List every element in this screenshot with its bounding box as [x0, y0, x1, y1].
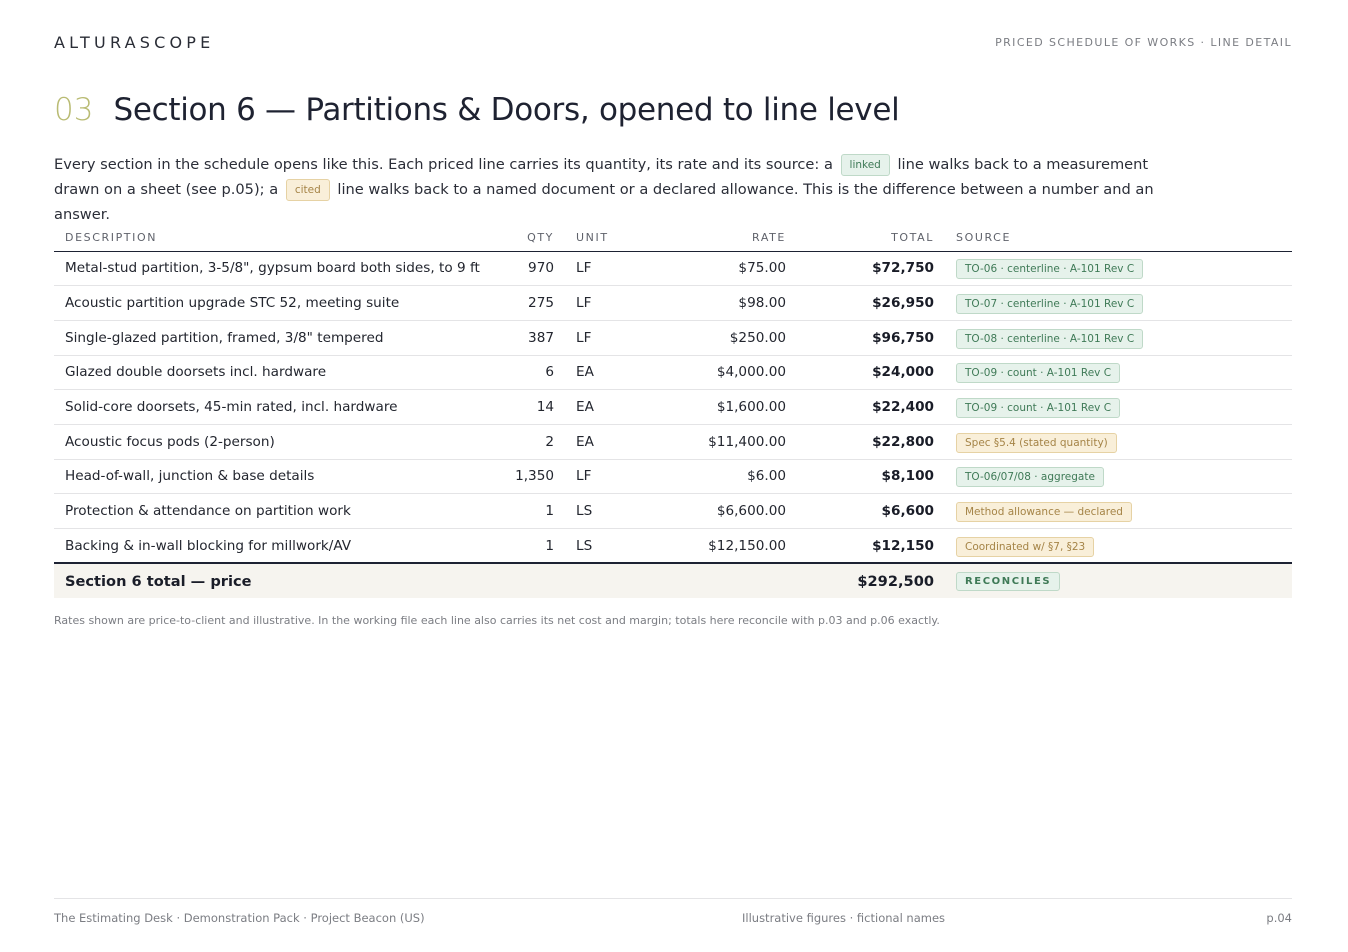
- line-description: Acoustic focus pods (2-person): [54, 424, 498, 459]
- line-total: $96,750: [797, 320, 945, 355]
- line-total: $72,750: [797, 251, 945, 286]
- column-header-total: TOTAL: [797, 224, 945, 251]
- line-description: Single-glazed partition, framed, 3/8" tempered: [54, 320, 498, 355]
- line-total: $24,000: [797, 355, 945, 390]
- source-badge: TO-09 · count · A-101 Rev C: [956, 398, 1120, 418]
- source-badge: TO-09 · count · A-101 Rev C: [956, 363, 1120, 383]
- line-qty: 14: [498, 390, 565, 425]
- line-description: Protection & attendance on partition work: [54, 494, 498, 529]
- line-rate: $75.00: [655, 251, 797, 286]
- section-total-value: $292,500: [797, 563, 945, 598]
- section-heading: [54, 92, 899, 128]
- line-total: $12,150: [797, 529, 945, 564]
- footer-middle: Illustrative figures · fictional names: [742, 911, 946, 925]
- page-number: p.04: [1266, 911, 1292, 925]
- table-row: [54, 390, 1292, 425]
- line-total: $22,400: [797, 390, 945, 425]
- line-unit: EA: [565, 390, 655, 425]
- section-total-row: [54, 563, 1292, 598]
- section-number: 03: [54, 92, 94, 128]
- source-badge: TO-06 · centerline · A-101 Rev C: [956, 259, 1143, 279]
- line-unit: LF: [565, 286, 655, 321]
- line-description: Glazed double doorsets incl. hardware: [54, 355, 498, 390]
- source-badge: Method allowance — declared: [956, 502, 1132, 522]
- table-row: [54, 459, 1292, 494]
- intro-text-1: Every section in the schedule opens like this. Each priced line carries its quantity, its rate and its source: a: [54, 156, 833, 173]
- line-rate: $98.00: [655, 286, 797, 321]
- line-qty: 970: [498, 251, 565, 286]
- table-body: [54, 251, 1292, 563]
- source-badge: TO-08 · centerline · A-101 Rev C: [956, 329, 1143, 349]
- table-header-row: [54, 224, 1292, 251]
- source-badge: Spec §5.4 (stated quantity): [956, 433, 1117, 453]
- source-badge: TO-07 · centerline · A-101 Rev C: [956, 294, 1143, 314]
- line-source: [945, 494, 1292, 529]
- schedule-table: [54, 224, 1292, 598]
- document-kind: PRICED SCHEDULE OF WORKS · LINE DETAIL: [995, 36, 1292, 49]
- column-header-unit: UNIT: [565, 224, 655, 251]
- line-total: $26,950: [797, 286, 945, 321]
- cited-pill: cited: [286, 179, 330, 201]
- line-source: [945, 390, 1292, 425]
- line-description: Head-of-wall, junction & base details: [54, 459, 498, 494]
- table-row: [54, 251, 1292, 286]
- page-footer: [54, 898, 1292, 938]
- line-unit: EA: [565, 424, 655, 459]
- column-header-rate: RATE: [655, 224, 797, 251]
- line-qty: 1: [498, 494, 565, 529]
- line-total: $8,100: [797, 459, 945, 494]
- table-row: [54, 355, 1292, 390]
- brand-logo: ALTURASCOPE: [54, 33, 215, 52]
- line-source: [945, 355, 1292, 390]
- line-description: Solid-core doorsets, 45-min rated, incl. hardware: [54, 390, 498, 425]
- line-source: [945, 459, 1292, 494]
- intro-paragraph: [54, 152, 1154, 227]
- line-rate: $6.00: [655, 459, 797, 494]
- line-source: [945, 286, 1292, 321]
- line-description: Backing & in-wall blocking for millwork/AV: [54, 529, 498, 564]
- line-qty: 2: [498, 424, 565, 459]
- source-badge: TO-06/07/08 · aggregate: [956, 467, 1104, 487]
- line-total: $6,600: [797, 494, 945, 529]
- line-total: $22,800: [797, 424, 945, 459]
- line-rate: $12,150.00: [655, 529, 797, 564]
- line-description: Acoustic partition upgrade STC 52, meeting suite: [54, 286, 498, 321]
- line-source: [945, 251, 1292, 286]
- footnote: Rates shown are price-to-client and illustrative. In the working file each line also carries its net cost and margin; totals here reconcile with p.03 and p.06 exactly.: [54, 614, 940, 627]
- table-row: [54, 424, 1292, 459]
- line-unit: LS: [565, 494, 655, 529]
- line-qty: 1: [498, 529, 565, 564]
- table-row: [54, 320, 1292, 355]
- page-header: [54, 33, 1292, 53]
- table-row: [54, 286, 1292, 321]
- source-badge: Coordinated w/ §7, §23: [956, 537, 1094, 557]
- column-header-description: DESCRIPTION: [54, 224, 498, 251]
- column-header-qty: QTY: [498, 224, 565, 251]
- linked-pill: linked: [841, 154, 890, 176]
- table-row: [54, 529, 1292, 564]
- line-qty: 6: [498, 355, 565, 390]
- line-description: Metal-stud partition, 3-5/8", gypsum board both sides, to 9 ft: [54, 251, 498, 286]
- section-total-label: Section 6 total — price: [54, 563, 498, 598]
- line-qty: 275: [498, 286, 565, 321]
- column-header-source: SOURCE: [945, 224, 1292, 251]
- line-unit: EA: [565, 355, 655, 390]
- line-rate: $6,600.00: [655, 494, 797, 529]
- line-qty: 387: [498, 320, 565, 355]
- reconciles-badge: RECONCILES: [956, 572, 1060, 591]
- line-rate: $1,600.00: [655, 390, 797, 425]
- line-unit: LF: [565, 251, 655, 286]
- line-unit: LF: [565, 320, 655, 355]
- table-row: [54, 494, 1292, 529]
- line-source: [945, 424, 1292, 459]
- line-source: [945, 320, 1292, 355]
- footer-left: The Estimating Desk · Demonstration Pack · Project Beacon (US): [54, 911, 425, 925]
- line-unit: LS: [565, 529, 655, 564]
- intro-text-2: line walks back to a measurement drawn on a sheet (see p.05); a: [54, 156, 1149, 198]
- line-rate: $250.00: [655, 320, 797, 355]
- line-unit: LF: [565, 459, 655, 494]
- line-rate: $11,400.00: [655, 424, 797, 459]
- intro-text-3: line walks back to a named document or a declared allowance. This is the difference between a number and an answer.: [54, 181, 1154, 223]
- line-qty: 1,350: [498, 459, 565, 494]
- page-title: Section 6 — Partitions & Doors, opened to line level: [113, 92, 900, 128]
- line-source: [945, 529, 1292, 564]
- line-rate: $4,000.00: [655, 355, 797, 390]
